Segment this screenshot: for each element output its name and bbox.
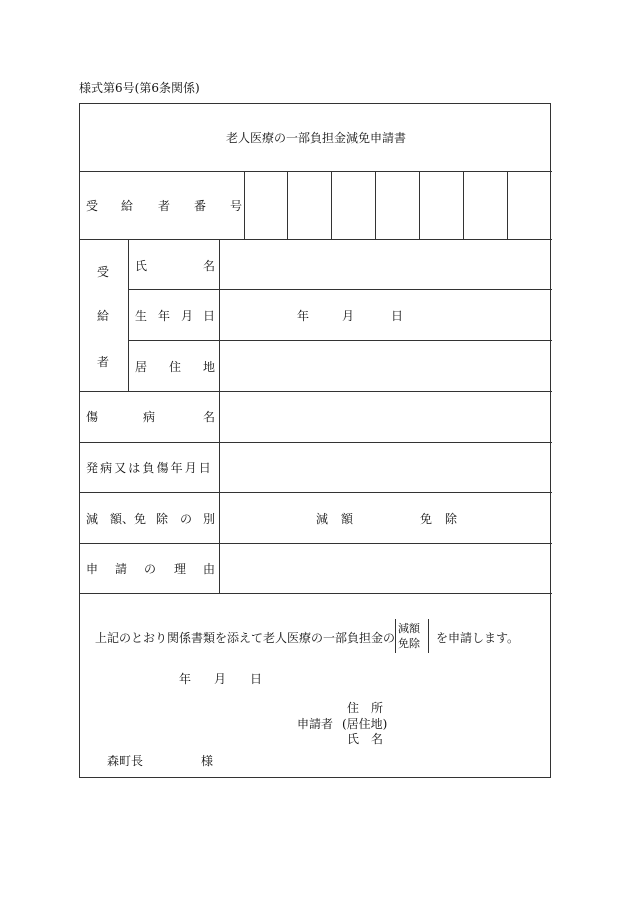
applicant-name-label: 氏 名 xyxy=(347,732,384,746)
applicant-residence: (居住地) xyxy=(342,717,388,731)
recipient-label-char-2: 給 xyxy=(97,309,110,323)
reason-label-3: の xyxy=(144,562,157,576)
addressee-honorific: 様 xyxy=(201,754,214,768)
disease-label-3: 名 xyxy=(203,410,216,424)
addressee: 森町長 xyxy=(107,754,144,768)
onset-date-field[interactable] xyxy=(220,443,551,492)
reason-label-1: 申 xyxy=(86,562,99,576)
recipient-number-box-2[interactable] xyxy=(288,172,331,239)
statement-ending: を申請します。 xyxy=(436,631,520,645)
application-date-year: 年 xyxy=(179,672,192,686)
applicant-role: 申請者 xyxy=(297,717,334,731)
birthdate-label-2: 年 xyxy=(158,309,171,323)
address-label-2: 住 xyxy=(169,360,182,374)
address-label-3: 地 xyxy=(203,360,216,374)
reason-label-5: 由 xyxy=(203,562,216,576)
disease-label-1: 傷 xyxy=(86,410,99,424)
reason-field[interactable] xyxy=(220,544,551,593)
recipient-number-box-5[interactable] xyxy=(420,172,463,239)
application-form: 老人医療の一部負担金減免申請書 受 給 者 番 号 受 給 者 氏 名 生 年 月 日 年 月 日 居 住 地 傷 病 名 発病又は負傷年月日 減 額、免 除 の 別 減 額 免 除 申 請 の 理 由 上記のとおり関係書類を添えて老人医療の一部負担金の 減額 免除 を申請します。 年 月 日 住 所 申請者 (居住地) 氏 名 森町長 様 xyxy=(79,103,551,778)
form-number-label: 様式第6号(第6条関係) xyxy=(79,81,200,95)
birthdate-label-3: 月 xyxy=(181,309,194,323)
birthdate-label-1: 生 xyxy=(135,309,148,323)
birthdate-day: 日 xyxy=(391,309,404,323)
reduction-type-label-5: 別 xyxy=(203,512,216,526)
birthdate-field[interactable] xyxy=(220,290,551,340)
name-label-2: 名 xyxy=(203,259,216,273)
reduction-type-label-4: の xyxy=(180,512,193,526)
form-title: 老人医療の一部負担金減免申請書 xyxy=(225,131,406,145)
reduction-type-field[interactable] xyxy=(220,493,551,543)
birthdate-month: 月 xyxy=(342,309,355,323)
application-date-month: 月 xyxy=(214,672,227,686)
reason-label-4: 理 xyxy=(174,562,187,576)
option-exemption-char-1[interactable]: 免 xyxy=(420,512,433,526)
recipient-label-char-3: 者 xyxy=(97,355,110,369)
birthdate-label-4: 日 xyxy=(203,309,216,323)
disease-name-field[interactable] xyxy=(220,392,551,442)
statement-text: 上記のとおり関係書類を添えて老人医療の一部負担金の xyxy=(95,631,396,645)
address-label-1: 居 xyxy=(135,360,148,374)
recipient-label-char-1: 受 xyxy=(97,265,110,279)
option-reduction-char-1[interactable]: 減 xyxy=(316,512,329,526)
disease-label-2: 病 xyxy=(143,410,156,424)
statement-option-exemption[interactable]: 免除 xyxy=(398,637,420,650)
birthdate-year: 年 xyxy=(297,309,310,323)
reduction-type-label-2: 額、免 xyxy=(110,512,147,526)
reduction-type-label-1: 減 xyxy=(86,512,99,526)
address-field[interactable] xyxy=(220,341,551,391)
recipient-number-box-6[interactable] xyxy=(464,172,507,239)
application-date-day: 日 xyxy=(250,672,263,686)
name-field[interactable] xyxy=(220,240,551,289)
option-exemption-char-2[interactable]: 除 xyxy=(445,512,458,526)
reduction-type-label-3: 除 xyxy=(156,512,169,526)
option-reduction-char-2[interactable]: 額 xyxy=(341,512,354,526)
statement-option-reduction[interactable]: 減額 xyxy=(398,622,420,635)
name-label-1: 氏 xyxy=(135,259,148,273)
recipient-number-box-7[interactable] xyxy=(508,172,551,239)
recipient-number-box-1[interactable] xyxy=(245,172,287,239)
applicant-address-label: 住 所 xyxy=(347,701,384,715)
recipient-number-box-3[interactable] xyxy=(332,172,375,239)
recipient-number-box-4[interactable] xyxy=(376,172,419,239)
onset-date-label: 発病又は負傷年月日 xyxy=(86,461,213,475)
reason-label-2: 請 xyxy=(115,562,128,576)
